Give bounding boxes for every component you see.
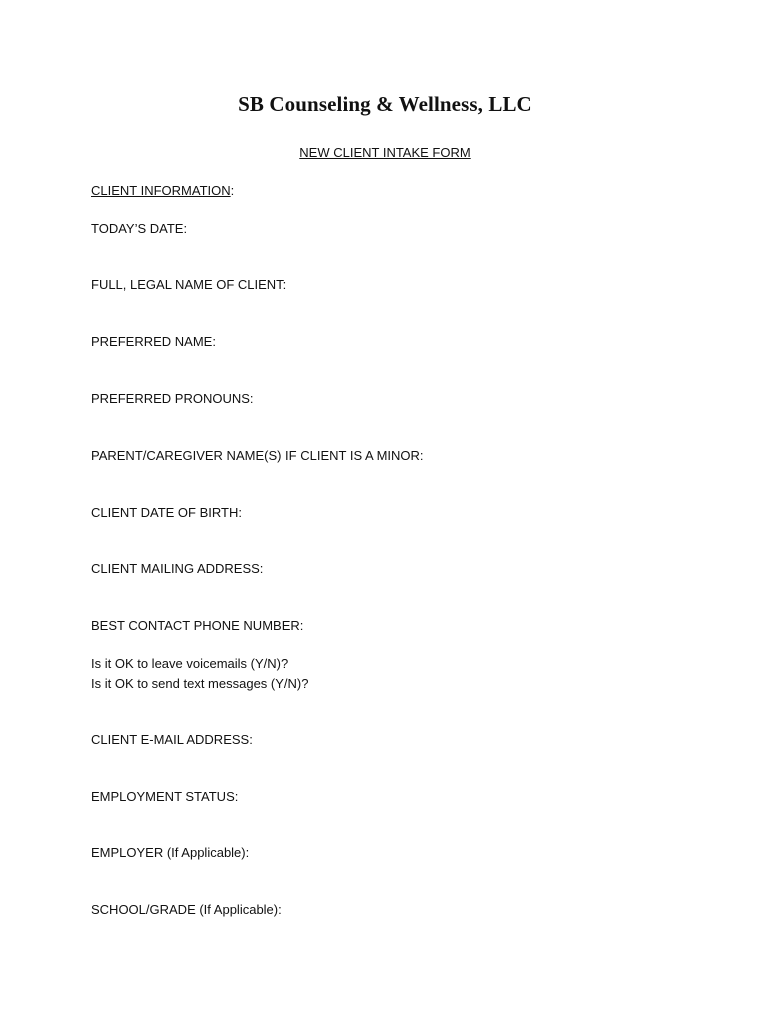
field-label-employment-status: EMPLOYMENT STATUS: <box>91 789 239 804</box>
field-label-preferred-pronouns: PREFERRED PRONOUNS: <box>91 391 254 406</box>
field-label-voicemail-ok: Is it OK to leave voicemails (Y/N)? <box>91 656 289 671</box>
organization-title: SB Counseling & Wellness, LLC <box>238 92 532 116</box>
field-label-full-legal-name: FULL, LEGAL NAME OF CLIENT: <box>91 277 287 292</box>
field-label-date-of-birth: CLIENT DATE OF BIRTH: <box>91 505 242 520</box>
field-label-phone-number: BEST CONTACT PHONE NUMBER: <box>91 618 304 633</box>
section-heading-text: CLIENT INFORMATION <box>91 183 231 198</box>
field-label-todays-date: TODAY’S DATE: <box>91 221 188 236</box>
field-label-mailing-address: CLIENT MAILING ADDRESS: <box>91 561 264 576</box>
field-label-email-address: CLIENT E-MAIL ADDRESS: <box>91 732 253 747</box>
field-label-school-grade: SCHOOL/GRADE (If Applicable): <box>91 902 282 917</box>
field-label-parent-caregiver: PARENT/CAREGIVER NAME(S) IF CLIENT IS A MINOR: <box>91 448 424 463</box>
form-title: NEW CLIENT INTAKE FORM <box>299 145 471 160</box>
field-label-employer: EMPLOYER (If Applicable): <box>91 845 250 860</box>
field-label-text-ok: Is it OK to send text messages (Y/N)? <box>91 676 309 691</box>
section-heading-client-information <box>91 183 234 198</box>
section-heading-colon: : <box>230 183 235 198</box>
field-label-preferred-name: PREFERRED NAME: <box>91 334 216 349</box>
